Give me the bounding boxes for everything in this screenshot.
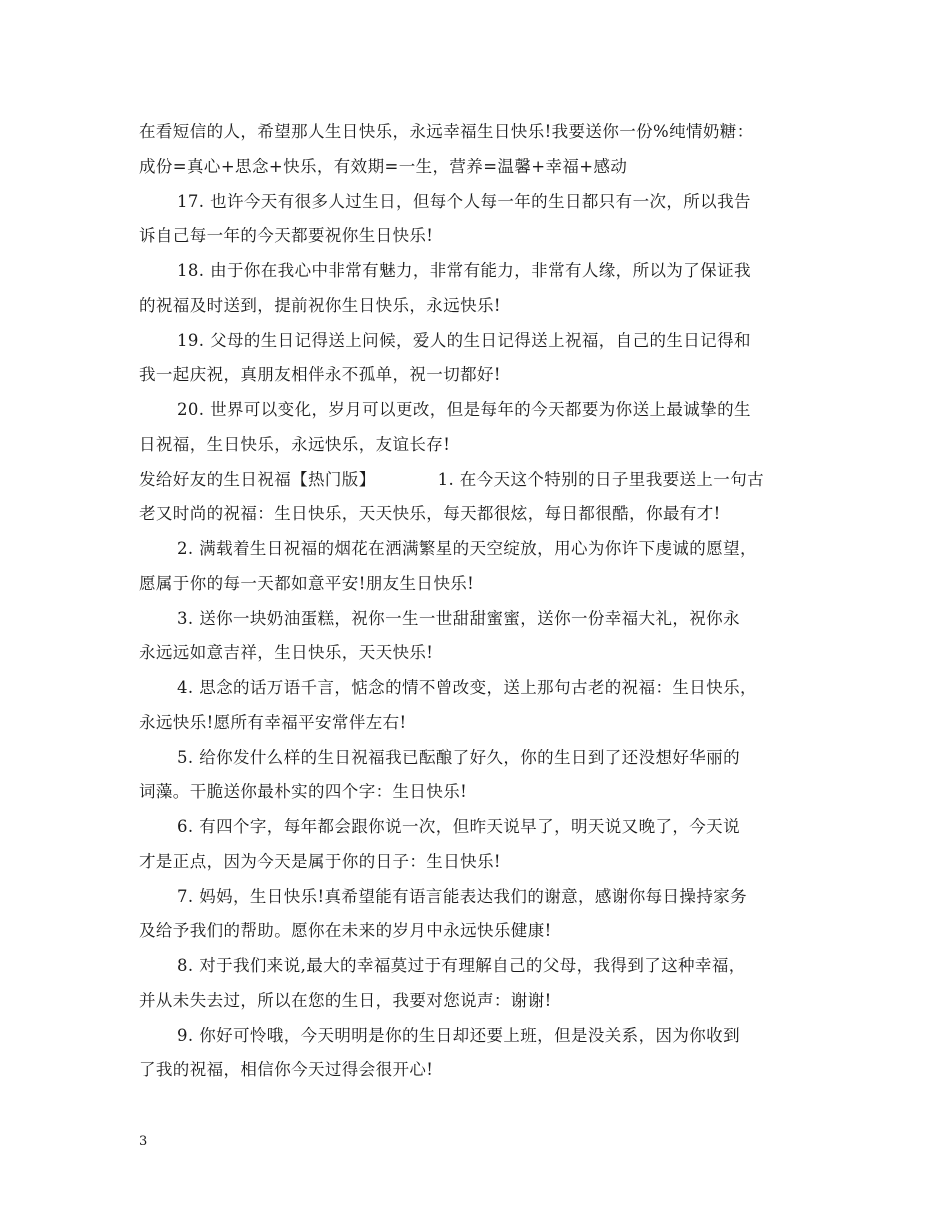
text-line: 老又时尚的祝福：生日快乐，天天快乐，每天都很炫，每日都很酷，你最有才! — [139, 504, 721, 524]
text-line: 及给予我们的帮助。愿你在未来的岁月中永远快乐健康! — [139, 921, 552, 941]
text-line: 成份=真心+思念+快乐，有效期=一生，营养=温馨+幸福+感动 — [139, 156, 628, 176]
text-line: 7. 妈妈，生日快乐!真希望能有语言能表达我们的谢意，感谢你每日操持家务 — [177, 886, 748, 906]
text-line: 永远远如意吉祥，生日快乐，天天快乐! — [139, 643, 434, 663]
text-line: 19. 父母的生日记得送上问候，爱人的生日记得送上祝福，自己的生日记得和 — [177, 330, 751, 350]
section-heading: 发给好友的生日祝福【热门版】 — [139, 469, 376, 489]
text-line: 3. 送你一块奶油蛋糕，祝你一生一世甜甜蜜蜜，送你一份幸福大礼，祝你永 — [177, 608, 740, 628]
text-line: 永远快乐!愿所有幸福平安常伴左右! — [139, 712, 407, 732]
text-line: 日祝福，生日快乐，永远快乐，友谊长存! — [139, 434, 451, 454]
text-line: 了我的祝福，相信你今天过得会很开心! — [139, 1060, 434, 1080]
page-number: 3 — [139, 1134, 148, 1149]
text-line: 8. 对于我们来说,最大的幸福莫过于有理解自己的父母，我得到了这种幸福， — [177, 956, 746, 975]
text-line: 的祝福及时送到，提前祝你生日快乐，永远快乐! — [139, 295, 501, 315]
text-segment: 1. 在今天这个特别的日子里我要送上一句古 — [437, 469, 764, 489]
text-line: 在看短信的人，希望那人生日快乐，永远幸福生日快乐!我要送你一份%纯情奶糖： — [139, 122, 754, 141]
text-line: 18. 由于你在我心中非常有魅力，非常有能力，非常有人缘，所以为了保证我 — [177, 261, 751, 280]
text-line: 4. 思念的话万语千言，惦念的情不曾改变，送上那句古老的祝福：生日快乐， — [177, 678, 757, 697]
document-body — [139, 115, 819, 1088]
text-line: 才是正点，因为今天是属于你的日子：生日快乐! — [139, 851, 501, 871]
text-line: 我一起庆祝，真朋友相伴永不孤单，祝一切都好! — [139, 365, 501, 385]
section-heading-line — [139, 463, 819, 498]
text-line: 并从未失去过，所以在您的生日，我要对您说声：谢谢! — [139, 990, 552, 1010]
text-line: 9. 你好可怜哦，今天明明是你的生日却还要上班，但是没关系，因为你收到 — [177, 1025, 740, 1045]
text-line: 5. 给你发什么样的生日祝福我已酝酿了好久，你的生日到了还没想好华丽的 — [177, 747, 740, 767]
text-line: 17. 也许今天有很多人过生日，但每个人每一年的生日都只有一次，所以我告 — [177, 191, 751, 211]
text-line: 2. 满载着生日祝福的烟花在洒满繁星的天空绽放，用心为你许下虔诚的愿望， — [177, 539, 757, 558]
text-line: 愿属于你的每一天都如意平安!朋友生日快乐! — [139, 573, 475, 593]
text-line: 词藻。干脆送你最朴实的四个字：生日快乐! — [139, 782, 468, 802]
text-line: 6. 有四个字，每年都会跟你说一次，但昨天说早了，明天说又晚了，今天说 — [177, 817, 740, 836]
text-line: 诉自己每一年的今天都要祝你生日快乐! — [139, 226, 434, 246]
text-line: 20. 世界可以变化，岁月可以更改，但是每年的今天都要为你送上最诚挚的生 — [177, 400, 751, 419]
